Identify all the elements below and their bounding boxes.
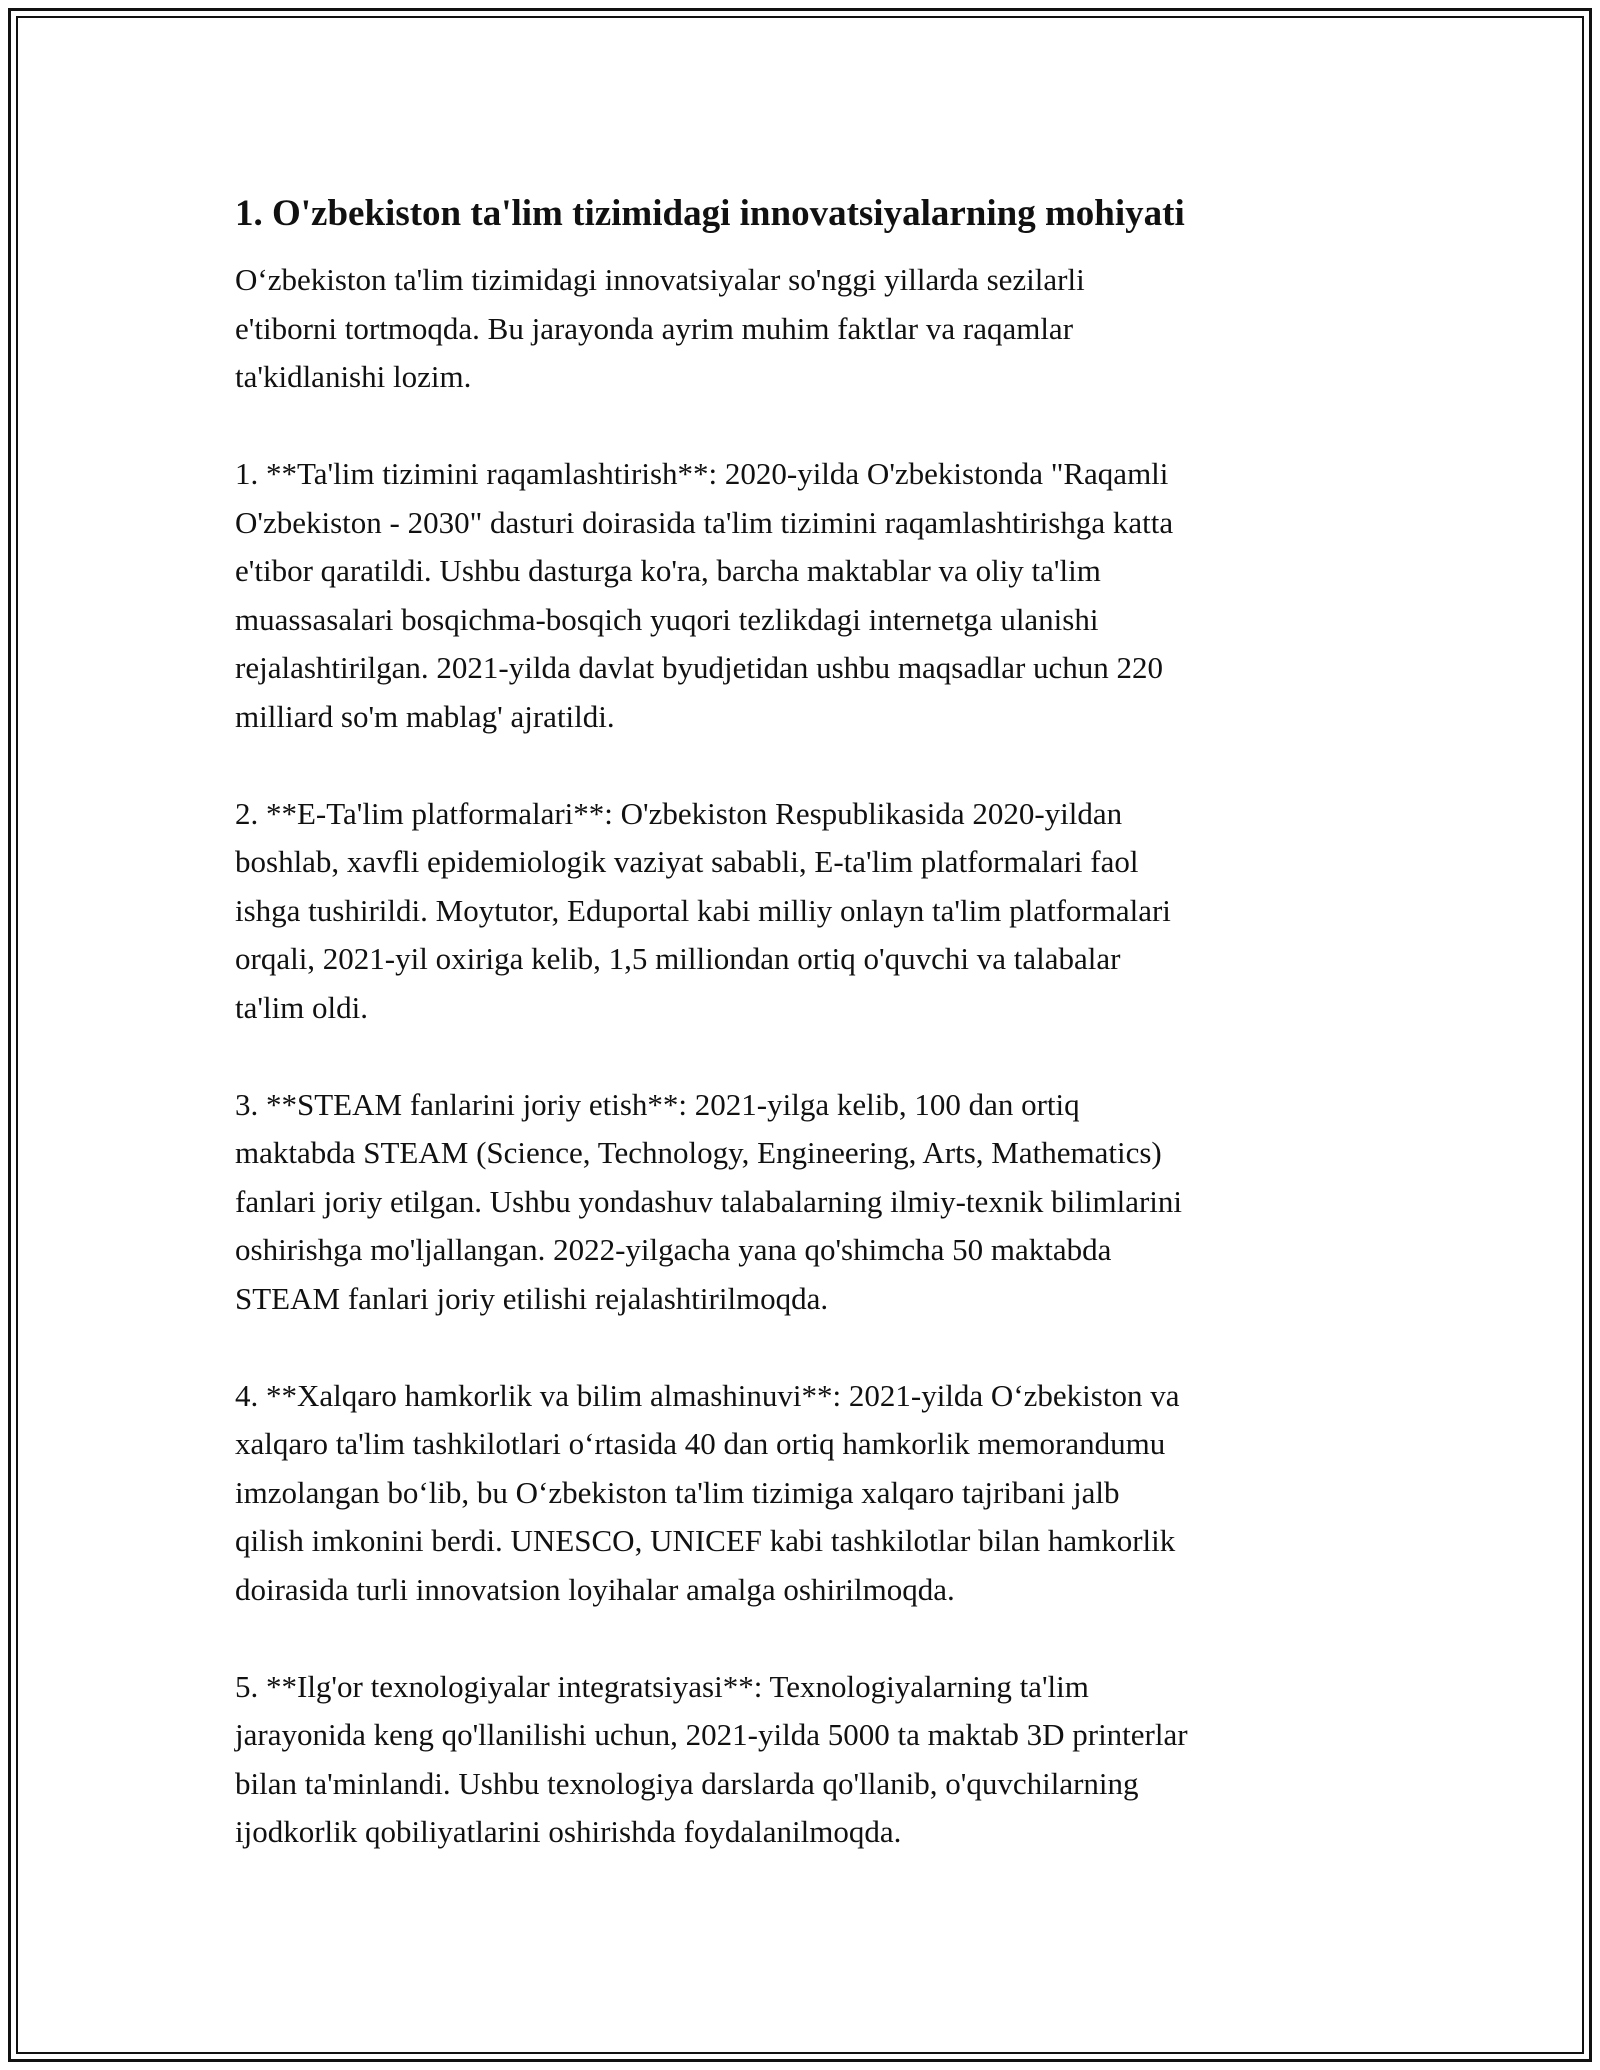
text-line: 1. **Ta'lim tizimini raqamlashtirish**: 2020-yilda O'zbekistonda "Raqamli [235,456,1169,491]
text-line: xalqaro ta'lim tashkilotlari o‘rtasida 40 dan ortiq hamkorlik memorandumu [235,1426,1166,1461]
text-line: milliard so'm mablag' ajratildi. [235,698,615,734]
text-line: 4. **Xalqaro hamkorlik va bilim almashinuvi**: 2021-yilda O‘zbekiston va [235,1377,1180,1413]
text-line: boshlab, xavfli epidemiologik vaziyat sababli, E-ta'lim platformalari faol [235,844,1139,879]
text-line: O‘zbekiston ta'lim tizimidagi innovatsiyalar so'nggi yillarda sezilarli [235,262,1085,297]
text-line: 5. **Ilg'or texnologiyalar integratsiyasi**: Texnologiyalarning ta'lim [235,1668,1089,1704]
list-item-international [235,1372,1385,1615]
text-line: ta'lim oldi. [235,989,369,1025]
text-line: bilan ta'minlandi. Ushbu texnologiya darslarda qo'llanib, o'quvchilarning [235,1765,1139,1801]
text-line: e'tiborni tortmoqda. Bu jarayonda ayrim muhim faktlar va raqamlar [235,310,1074,346]
text-line: orqali, 2021-yil oxiriga kelib, 1,5 milliondan ortiq o'quvchi va talabalar [235,941,1121,976]
text-line: 3. **STEAM fanlarini joriy etish**: 2021-yilga kelib, 100 dan ortiq [235,1086,1080,1122]
text-line: rejalashtirilgan. 2021-yilda davlat byudjetidan ushbu maqsadlar uchun 220 [235,650,1164,685]
list-item-e-learning [235,790,1385,1033]
list-item-technology [235,1663,1385,1857]
text-line: ishga tushirildi. Moytutor, Eduportal kabi milliy onlayn ta'lim platformalari [235,892,1171,928]
text-line: jarayonida keng qo'llanilishi uchun, 2021-yilda 5000 ta maktab 3D printerlar [235,1717,1188,1752]
text-line: imzolangan bo‘lib, bu O‘zbekiston ta'lim tizimiga xalqaro tajribani jalb [235,1474,1120,1510]
text-line: O'zbekiston - 2030" dasturi doirasida ta'lim tizimini raqamlashtirishga katta [235,504,1174,540]
list-item-steam [235,1081,1385,1324]
text-line: maktabda STEAM (Science, Technology, Engineering, Arts, Mathematics) [235,1135,1162,1170]
text-line: fanlari joriy etilgan. Ushbu yondashuv talabalarning ilmiy-texnik bilimlarini [235,1183,1183,1219]
text-line: ta'kidlanishi lozim. [235,359,472,394]
text-line: e'tibor qaratildi. Ushbu dasturga ko'ra, barcha maktablar va oliy ta'lim [235,553,1101,588]
text-line: oshirishga mo'ljallangan. 2022-yilgacha yana qo'shimcha 50 maktabda [235,1232,1112,1267]
text-line: STEAM fanlari joriy etilishi rejalashtirilmoqda. [235,1280,829,1316]
text-line: qilish imkonini berdi. UNESCO, UNICEF kabi tashkilotlar bilan hamkorlik [235,1523,1176,1558]
text-line: muassasalari bosqichma-bosqich yuqori tezlikdagi internetga ulanishi [235,601,1099,637]
section-heading: 1. O'zbekiston ta'lim tizimidagi innovatsiyalarning mohiyati [235,193,1185,234]
text-line: 2. **E-Ta'lim platformalari**: O'zbekiston Respublikasida 2020-yildan [235,795,1123,831]
text-line: doirasida turli innovatsion loyihalar amalga oshirilmoqda. [235,1571,955,1607]
text-line: ijodkorlik qobiliyatlarini oshirishda foydalanilmoqda. [235,1814,902,1849]
intro-paragraph [235,256,1385,402]
document-body [235,190,1385,1905]
list-item-digitalization [235,450,1385,741]
